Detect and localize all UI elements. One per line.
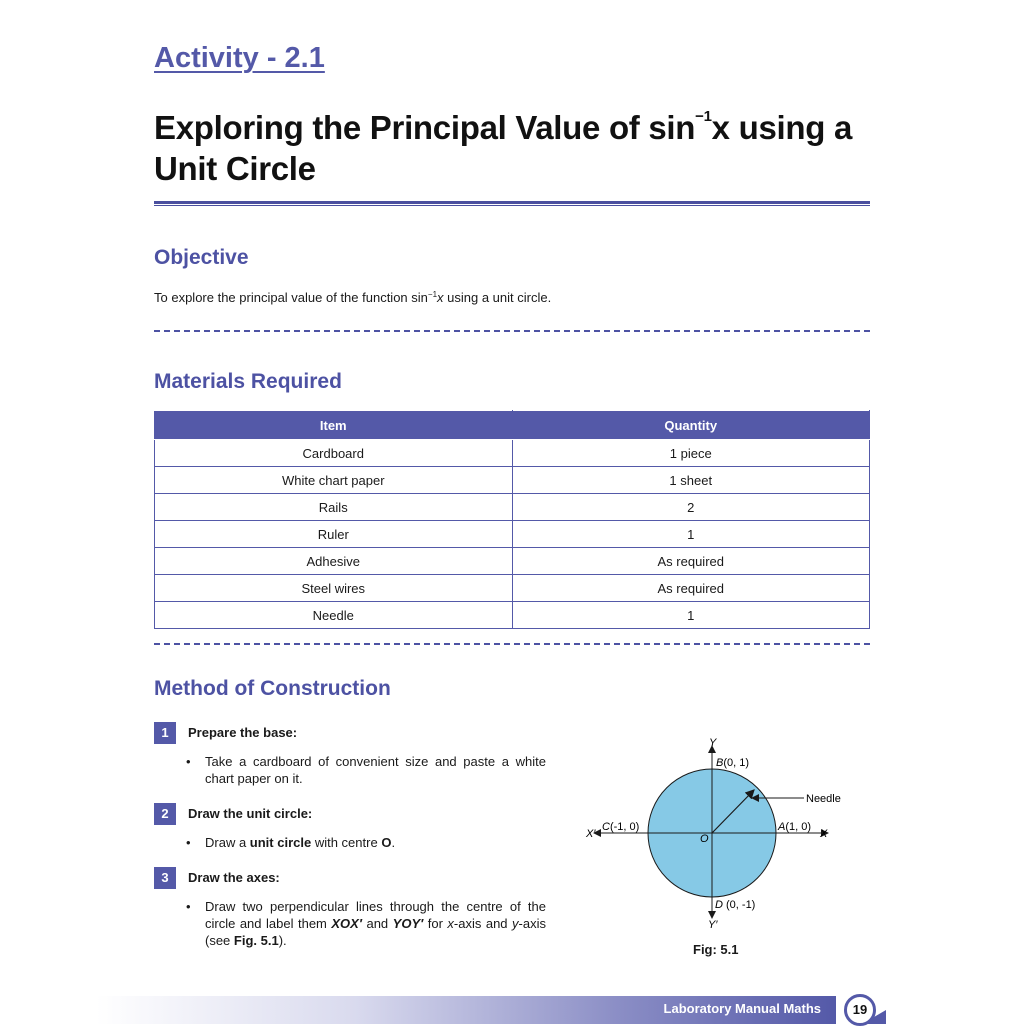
point-d-coord: (0, -1): [722, 899, 756, 911]
table-row: [155, 548, 870, 575]
title-superscript: −1: [695, 108, 712, 125]
bullet-text-part: Draw two perpendicular lines through the centre of the circle and label them: [205, 899, 546, 931]
step-bullet: [186, 753, 546, 787]
cell-quantity: 1: [512, 521, 870, 548]
title-divider: [154, 201, 870, 204]
title-part-2: x using a Unit Circle: [154, 109, 853, 187]
bullet-text-part: -axis (see: [205, 916, 546, 948]
needle-label: Needle: [806, 793, 841, 805]
label-x-prime: X′: [586, 828, 596, 840]
step-number-badge: 1: [154, 722, 176, 744]
bullet-dot: •: [186, 754, 191, 769]
cell-item: Adhesive: [155, 548, 513, 575]
title-part-1: Exploring the Principal Value of sin: [154, 109, 696, 146]
objective-variable: x: [437, 290, 444, 305]
step-number-badge: 2: [154, 803, 176, 825]
bullet-text-part: and: [361, 916, 393, 931]
objective-text-1: To explore the principal value of the function sin: [154, 290, 428, 305]
cell-item: White chart paper: [155, 467, 513, 494]
bullet-text-italic: y: [512, 916, 519, 931]
bullet-text-italic: x: [447, 916, 454, 931]
objective-text-2: using a unit circle.: [443, 290, 552, 305]
label-y: Y: [709, 737, 717, 749]
bullet-dot: •: [186, 835, 191, 850]
footer-title: Laboratory Manual Maths: [663, 1001, 821, 1016]
label-origin: O: [700, 833, 709, 845]
bullet-text-part: for: [423, 916, 448, 931]
step-title: Draw the unit circle:: [188, 806, 313, 821]
cell-item: Needle: [155, 602, 513, 629]
page-title: [154, 96, 894, 189]
section-divider: [154, 330, 870, 332]
table-row: [155, 521, 870, 548]
cell-item: Cardboard: [155, 440, 513, 467]
step-title: Draw the axes:: [188, 870, 280, 885]
table-row: [155, 440, 870, 467]
cell-item: Rails: [155, 494, 513, 521]
bullet-text-bold: unit circle: [249, 835, 312, 850]
label-y-prime: Y′: [708, 919, 718, 931]
table-row: [155, 494, 870, 521]
table-row: [155, 575, 870, 602]
cell-quantity: As required: [512, 548, 870, 575]
label-x: X: [820, 828, 828, 840]
bullet-text: [205, 834, 546, 851]
objective-superscript: −1: [427, 290, 438, 299]
point-a-letter: A: [778, 821, 786, 833]
cell-item: Steel wires: [155, 575, 513, 602]
method-heading: Method of Construction: [154, 677, 391, 700]
point-b-coord: (0, 1): [723, 757, 750, 769]
bullet-text-part: with centre: [311, 835, 382, 850]
bullet-text: [205, 898, 546, 949]
label-point-d: [715, 899, 755, 911]
table-header-row: [155, 411, 870, 440]
cell-quantity: 1 sheet: [512, 467, 870, 494]
column-header-item: Item: [155, 411, 513, 440]
bullet-text-part: ).: [278, 933, 287, 948]
step-bullet: [186, 898, 546, 949]
point-c-letter: C: [602, 821, 610, 833]
axis-label-xox: XOX′: [331, 916, 362, 931]
point-a-coord: (1, 0): [785, 821, 812, 833]
column-header-quantity: Quantity: [512, 411, 870, 440]
bullet-text-part: Draw a: [205, 835, 250, 850]
label-point-a: [777, 821, 811, 833]
figure-caption: Fig: 5.1: [693, 942, 739, 957]
label-point-c: [602, 821, 639, 833]
point-c-coord: (-1, 0): [609, 821, 640, 833]
label-point-b: [716, 757, 749, 769]
section-divider: [154, 643, 870, 645]
cell-quantity: As required: [512, 575, 870, 602]
table-row: [155, 467, 870, 494]
step-number-badge: 3: [154, 867, 176, 889]
bullet-text-part: .: [391, 835, 396, 850]
objective-text: [154, 290, 551, 305]
cell-item: Ruler: [155, 521, 513, 548]
materials-heading: Materials Required: [154, 370, 342, 393]
bullet-text: Take a cardboard of convenient size and paste a white chart paper on it.: [205, 754, 546, 786]
point-b-letter: B: [716, 757, 724, 769]
bullet-text-part: -axis and: [453, 916, 513, 931]
page-number: 19: [844, 994, 876, 1026]
materials-table: [154, 410, 870, 629]
step-title: Prepare the base:: [188, 725, 298, 740]
table-row: [155, 602, 870, 629]
cell-quantity: 1 piece: [512, 440, 870, 467]
point-d-letter: D: [715, 899, 723, 911]
cell-quantity: 2: [512, 494, 870, 521]
step-bullet: [186, 834, 546, 851]
axis-label-yoy: YOY′: [392, 916, 424, 931]
cell-quantity: 1: [512, 602, 870, 629]
activity-number: Activity - 2.1: [154, 42, 325, 74]
objective-heading: Objective: [154, 246, 249, 269]
title-divider-thin: [154, 205, 870, 206]
unit-circle-figure: [580, 730, 860, 940]
bullet-text-bold: O: [381, 835, 392, 850]
bullet-dot: •: [186, 899, 191, 914]
figure-reference: Fig. 5.1: [233, 933, 279, 948]
